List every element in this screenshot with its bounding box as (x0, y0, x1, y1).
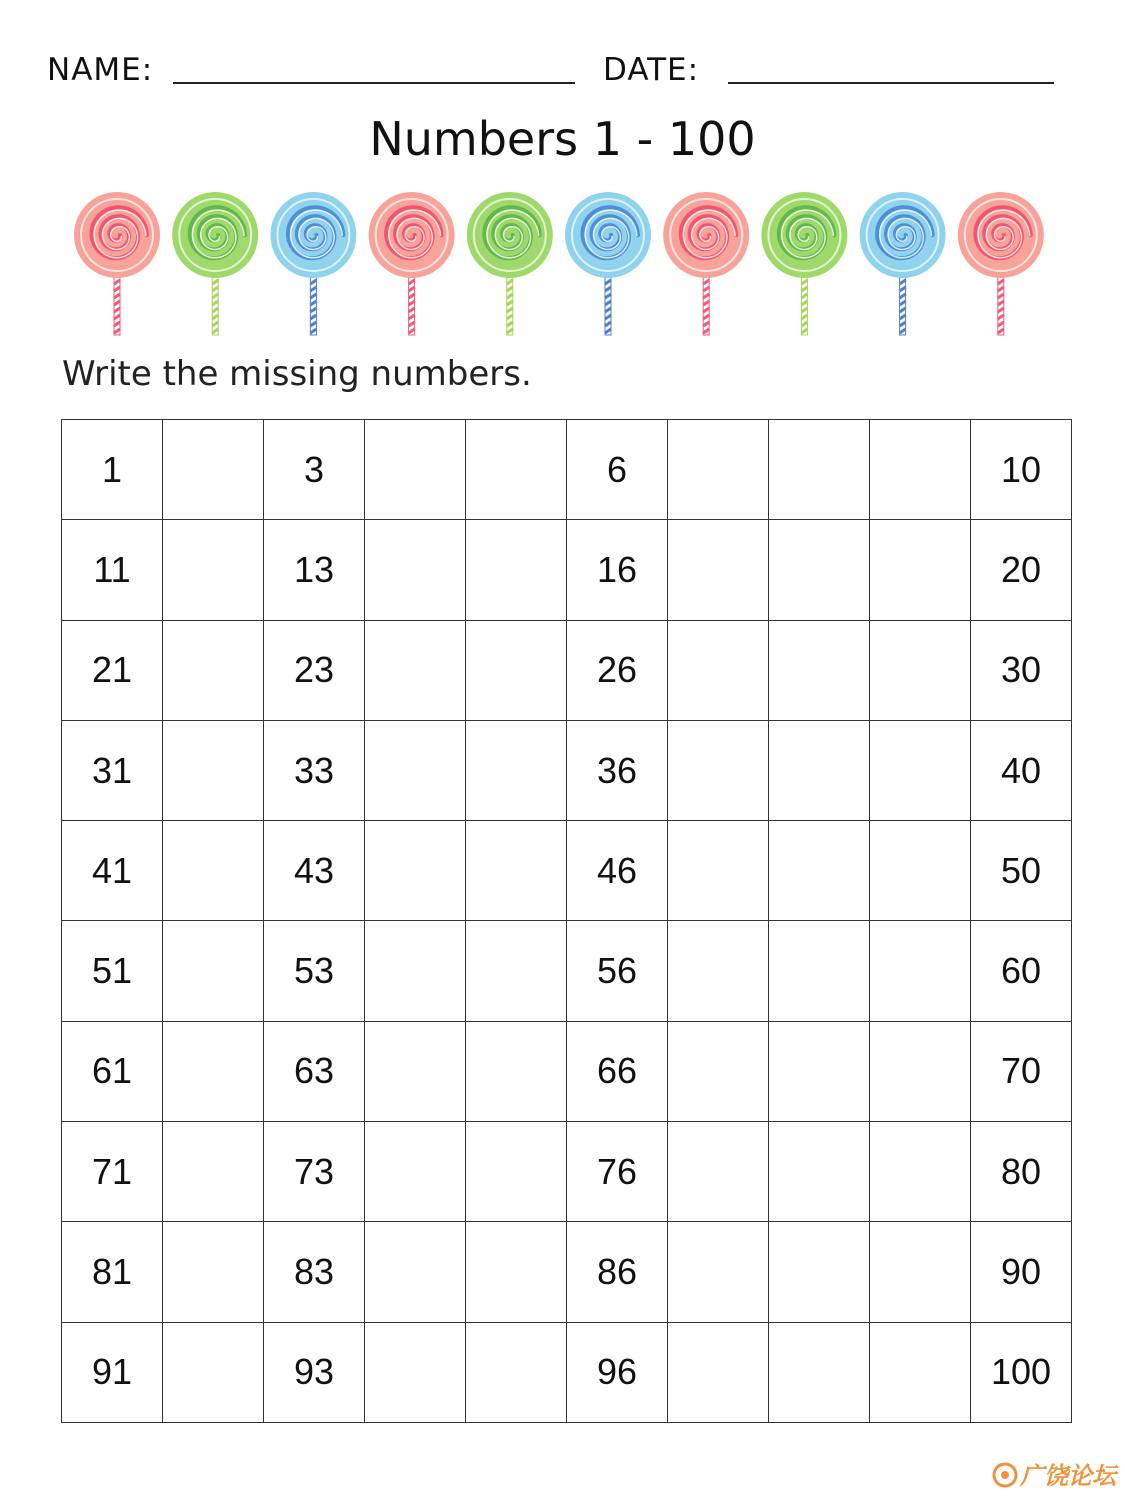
number-cell: 66 (567, 1021, 668, 1121)
blank-cell[interactable] (769, 1322, 870, 1422)
number-cell: 71 (62, 1122, 163, 1222)
blank-cell[interactable] (466, 520, 567, 620)
date-label: DATE: (603, 52, 700, 88)
blank-cell[interactable] (365, 1322, 466, 1422)
blank-cell[interactable] (365, 720, 466, 820)
blank-cell[interactable] (769, 620, 870, 720)
blank-cell[interactable] (769, 1222, 870, 1322)
blank-cell[interactable] (668, 1021, 769, 1121)
number-cell: 50 (971, 821, 1072, 921)
number-cell: 90 (971, 1222, 1072, 1322)
blank-cell[interactable] (163, 1222, 264, 1322)
number-cell: 31 (62, 720, 163, 820)
name-line[interactable] (173, 82, 575, 84)
blank-cell[interactable] (870, 1122, 971, 1222)
blank-cell[interactable] (365, 620, 466, 720)
blank-cell[interactable] (163, 821, 264, 921)
blank-cell[interactable] (668, 1222, 769, 1322)
blank-cell[interactable] (769, 921, 870, 1021)
watermark-text: 广饶论坛 (1020, 1462, 1116, 1490)
blank-cell[interactable] (466, 420, 567, 520)
number-cell: 73 (264, 1122, 365, 1222)
blank-cell[interactable] (163, 720, 264, 820)
lollipop-icon (663, 192, 749, 335)
blank-cell[interactable] (365, 821, 466, 921)
lollipop-decoration (70, 190, 1055, 340)
blank-cell[interactable] (365, 1021, 466, 1121)
number-cell: 6 (567, 420, 668, 520)
blank-cell[interactable] (163, 520, 264, 620)
number-cell: 36 (567, 720, 668, 820)
watermark-logo (992, 1458, 1120, 1492)
blank-cell[interactable] (668, 1322, 769, 1422)
grid-row (62, 520, 1072, 620)
blank-cell[interactable] (163, 1322, 264, 1422)
blank-cell[interactable] (365, 921, 466, 1021)
blank-cell[interactable] (870, 420, 971, 520)
blank-cell[interactable] (163, 1122, 264, 1222)
lollipop-icon (958, 192, 1044, 335)
blank-cell[interactable] (466, 620, 567, 720)
lollipop-icon (74, 192, 160, 335)
lollipop-icon (467, 192, 553, 335)
blank-cell[interactable] (769, 720, 870, 820)
number-cell: 70 (971, 1021, 1072, 1121)
blank-cell[interactable] (870, 921, 971, 1021)
blank-cell[interactable] (870, 1322, 971, 1422)
number-cell: 41 (62, 821, 163, 921)
blank-cell[interactable] (163, 1021, 264, 1121)
blank-cell[interactable] (668, 921, 769, 1021)
number-cell: 81 (62, 1222, 163, 1322)
blank-cell[interactable] (163, 420, 264, 520)
number-cell: 83 (264, 1222, 365, 1322)
number-cell: 80 (971, 1122, 1072, 1222)
grid-row (62, 1021, 1072, 1121)
lollipop-icon (369, 192, 455, 335)
number-cell: 13 (264, 520, 365, 620)
lollipop-row (70, 190, 1055, 340)
blank-cell[interactable] (870, 821, 971, 921)
blank-cell[interactable] (870, 1021, 971, 1121)
number-cell: 30 (971, 620, 1072, 720)
blank-cell[interactable] (769, 420, 870, 520)
blank-cell[interactable] (365, 520, 466, 620)
number-cell: 16 (567, 520, 668, 620)
number-cell: 43 (264, 821, 365, 921)
number-cell: 60 (971, 921, 1072, 1021)
number-cell: 1 (62, 420, 163, 520)
number-cell: 11 (62, 520, 163, 620)
blank-cell[interactable] (668, 821, 769, 921)
blank-cell[interactable] (163, 620, 264, 720)
grid-row (62, 620, 1072, 720)
number-cell: 91 (62, 1322, 163, 1422)
blank-cell[interactable] (769, 520, 870, 620)
lollipop-icon (761, 192, 847, 335)
number-cell: 33 (264, 720, 365, 820)
grid-row (62, 1122, 1072, 1222)
blank-cell[interactable] (365, 1222, 466, 1322)
blank-cell[interactable] (163, 921, 264, 1021)
blank-cell[interactable] (365, 420, 466, 520)
grid-row (62, 720, 1072, 820)
blank-cell[interactable] (466, 821, 567, 921)
blank-cell[interactable] (668, 520, 769, 620)
blank-cell[interactable] (870, 1222, 971, 1322)
number-cell: 56 (567, 921, 668, 1021)
number-cell: 93 (264, 1322, 365, 1422)
number-cell: 63 (264, 1021, 365, 1121)
blank-cell[interactable] (769, 1122, 870, 1222)
blank-cell[interactable] (870, 720, 971, 820)
number-cell: 20 (971, 520, 1072, 620)
grid-row (62, 821, 1072, 921)
number-cell: 86 (567, 1222, 668, 1322)
lollipop-icon (565, 192, 651, 335)
grid-row (62, 1322, 1072, 1422)
number-cell: 51 (62, 921, 163, 1021)
blank-cell[interactable] (668, 620, 769, 720)
blank-cell[interactable] (870, 520, 971, 620)
date-line[interactable] (728, 82, 1054, 84)
grid-row (62, 921, 1072, 1021)
blank-cell[interactable] (769, 1021, 870, 1121)
blank-cell[interactable] (870, 620, 971, 720)
blank-cell[interactable] (466, 1322, 567, 1422)
blank-cell[interactable] (466, 921, 567, 1021)
number-grid (61, 419, 1072, 1423)
instruction-text: Write the missing numbers. (62, 354, 532, 394)
blank-cell[interactable] (668, 720, 769, 820)
grid-row (62, 420, 1072, 520)
blank-cell[interactable] (466, 1122, 567, 1222)
blank-cell[interactable] (668, 420, 769, 520)
number-cell: 10 (971, 420, 1072, 520)
blank-cell[interactable] (365, 1122, 466, 1222)
number-cell: 3 (264, 420, 365, 520)
number-cell: 53 (264, 921, 365, 1021)
number-cell: 96 (567, 1322, 668, 1422)
lollipop-icon (172, 192, 258, 335)
blank-cell[interactable] (466, 720, 567, 820)
page-title: Numbers 1 - 100 (369, 112, 756, 166)
watermark-icon-dot (1001, 1471, 1009, 1479)
number-cell: 100 (971, 1322, 1072, 1422)
blank-cell[interactable] (769, 821, 870, 921)
number-cell: 23 (264, 620, 365, 720)
blank-cell[interactable] (466, 1021, 567, 1121)
name-label: NAME: (47, 52, 154, 88)
lollipop-icon (270, 192, 356, 335)
grid-row (62, 1222, 1072, 1322)
number-cell: 46 (567, 821, 668, 921)
blank-cell[interactable] (466, 1222, 567, 1322)
number-cell: 40 (971, 720, 1072, 820)
number-cell: 76 (567, 1122, 668, 1222)
number-cell: 21 (62, 620, 163, 720)
lollipop-icon (860, 192, 946, 335)
number-cell: 61 (62, 1021, 163, 1121)
number-cell: 26 (567, 620, 668, 720)
blank-cell[interactable] (668, 1122, 769, 1222)
